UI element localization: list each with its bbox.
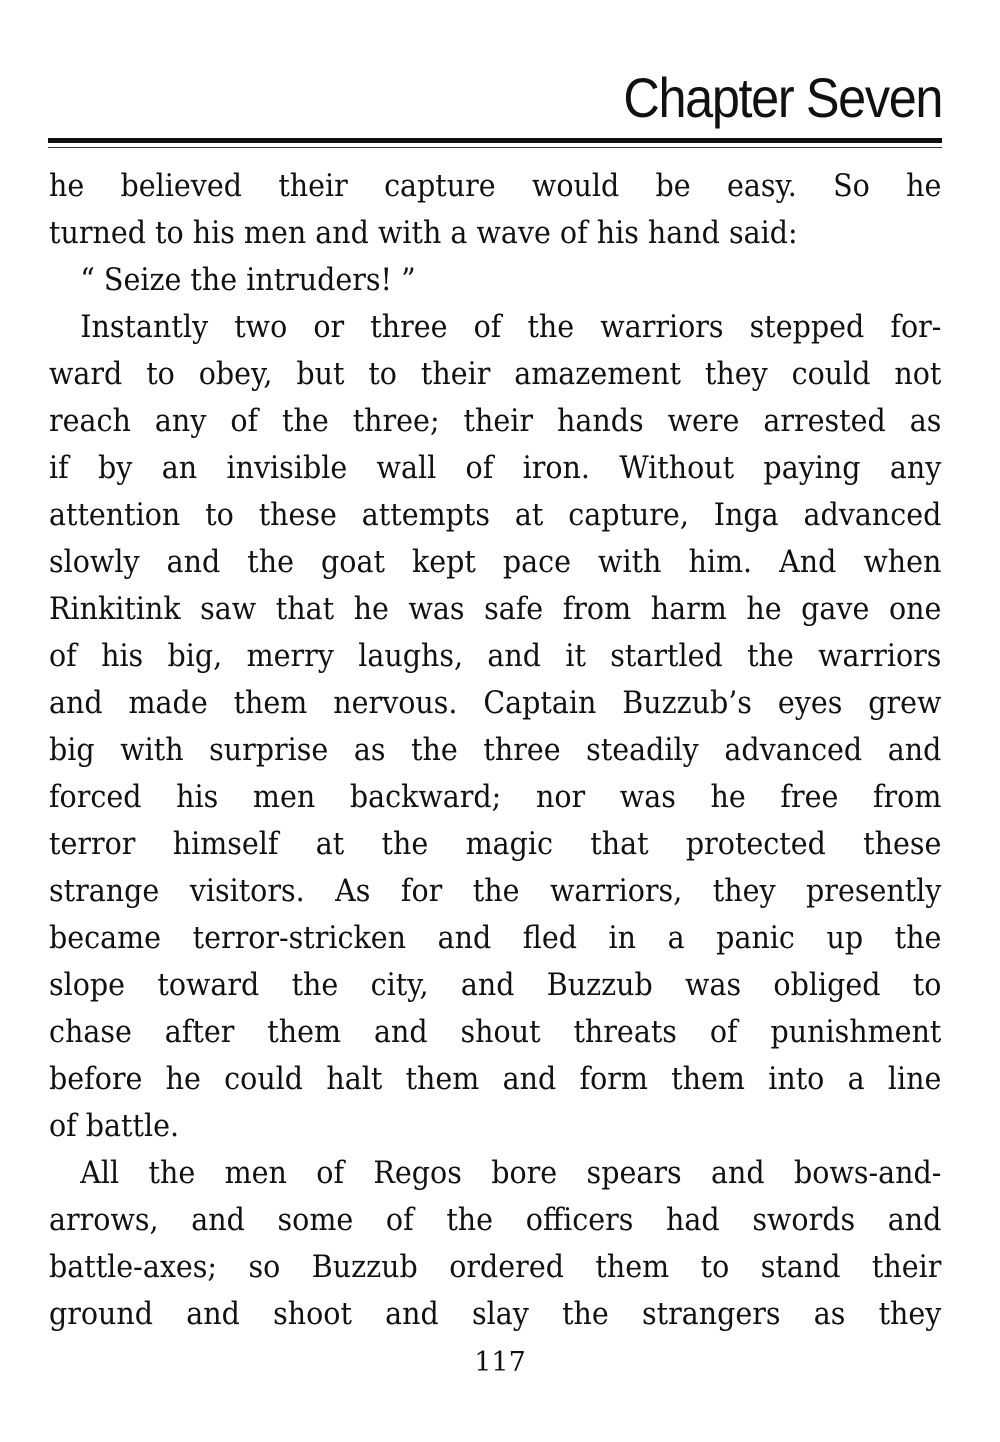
header-rule-thick	[48, 138, 942, 143]
text-line: slowly and the goat kept pace with him. And when	[49, 544, 942, 580]
text-line-paragraph-start: All the men of Regos bore spears and bows-and-	[80, 1155, 942, 1191]
text-line: big with surprise as the three steadily advanced and	[49, 732, 942, 768]
text-line: turned to his men and with a wave of his hand said:	[49, 215, 798, 251]
text-line: strange visitors. As for the warriors, they presently	[49, 873, 942, 909]
text-line: battle-axes; so Buzzub ordered them to stand their	[49, 1249, 942, 1285]
text-line: Rinkitink saw that he was safe from harm he gave one	[49, 591, 942, 627]
page-number: 117	[474, 1347, 526, 1378]
text-line: slope toward the city, and Buzzub was obliged to	[49, 967, 942, 1003]
text-line: ward to obey, but to their amazement they could not	[49, 356, 942, 392]
text-line: forced his men backward; nor was he free from	[49, 779, 942, 815]
text-line: terror himself at the magic that protected these	[49, 826, 942, 862]
text-line: and made them nervous. Captain Buzzub’s eyes grew	[49, 685, 942, 721]
text-line: chase after them and shout threats of punishment	[49, 1014, 942, 1050]
text-line: attention to these attempts at capture, Inga advanced	[49, 497, 942, 533]
text-line: became terror-stricken and fled in a panic up the	[49, 920, 942, 956]
text-line: if by an invisible wall of iron. Without paying any	[49, 450, 942, 486]
text-line: reach any of the three; their hands were arrested as	[49, 403, 942, 439]
text-line-dialogue: “ Seize the intruders! ”	[80, 262, 416, 298]
text-line: of his big, merry laughs, and it startled the warriors	[49, 638, 942, 674]
header-rule-thin	[48, 147, 942, 148]
running-head-chapter-title: Chapter Seven	[623, 66, 942, 129]
text-line: arrows, and some of the officers had swords and	[49, 1202, 942, 1238]
text-line: ground and shoot and slay the strangers as they	[49, 1296, 942, 1332]
text-line-paragraph-end: of battle.	[49, 1108, 180, 1144]
text-line: he believed their capture would be easy. So he	[49, 168, 942, 204]
text-line-paragraph-start: Instantly two or three of the warriors stepped for-	[80, 309, 942, 345]
body-text	[49, 163, 941, 1338]
text-line: before he could halt them and form them into a line	[49, 1061, 942, 1097]
